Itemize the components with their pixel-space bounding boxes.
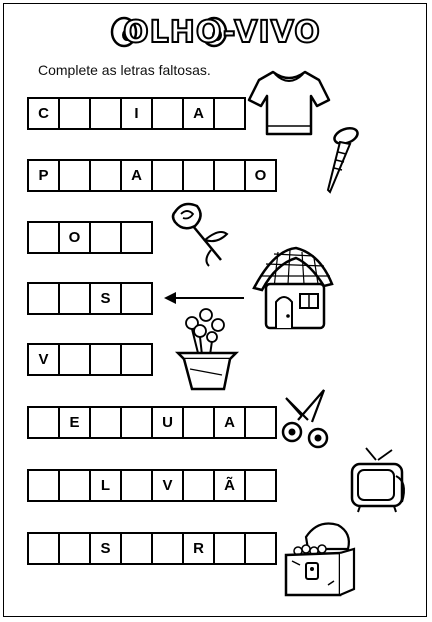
blank-letter-box[interactable] xyxy=(120,406,153,439)
blank-letter-box[interactable] xyxy=(213,159,246,192)
blank-letter-box[interactable] xyxy=(244,406,277,439)
blank-letter-box[interactable] xyxy=(120,469,153,502)
letter-box: S xyxy=(89,282,122,315)
blank-letter-box[interactable] xyxy=(58,532,91,565)
letter-box: S xyxy=(89,532,122,565)
blank-letter-box[interactable] xyxy=(27,221,60,254)
blank-letter-box[interactable] xyxy=(27,406,60,439)
letter-box: A xyxy=(213,406,246,439)
blank-letter-box[interactable] xyxy=(244,532,277,565)
letter-box: P xyxy=(27,159,60,192)
letter-box: V xyxy=(27,343,60,376)
blank-letter-box[interactable] xyxy=(151,159,184,192)
letter-box: Ã xyxy=(213,469,246,502)
blank-letter-box[interactable] xyxy=(89,97,122,130)
blank-letter-box[interactable] xyxy=(58,282,91,315)
blank-letter-box[interactable] xyxy=(58,343,91,376)
worksheet-title xyxy=(110,8,330,54)
blank-letter-box[interactable] xyxy=(89,406,122,439)
treasure-chest-icon xyxy=(278,515,362,599)
blank-letter-box[interactable] xyxy=(89,221,122,254)
blank-letter-box[interactable] xyxy=(244,469,277,502)
letter-row xyxy=(27,221,153,254)
blank-letter-box[interactable] xyxy=(58,97,91,130)
house-icon xyxy=(244,244,338,334)
blank-letter-box[interactable] xyxy=(213,97,246,130)
letter-box: C xyxy=(27,97,60,130)
letter-row xyxy=(27,406,277,439)
blank-letter-box[interactable] xyxy=(120,532,153,565)
blank-letter-box[interactable] xyxy=(182,406,215,439)
instruction-text: Complete as letras faltosas. xyxy=(38,62,211,78)
title-text: OLHO-VIVO xyxy=(123,15,321,50)
scissors-icon xyxy=(278,386,334,450)
blank-letter-box[interactable] xyxy=(120,221,153,254)
television-icon xyxy=(346,446,412,516)
blank-letter-box[interactable] xyxy=(27,469,60,502)
letter-box: O xyxy=(244,159,277,192)
letter-row xyxy=(27,282,153,315)
blank-letter-box[interactable] xyxy=(151,532,184,565)
letter-box: V xyxy=(151,469,184,502)
letter-box: A xyxy=(182,97,215,130)
blank-letter-box[interactable] xyxy=(58,469,91,502)
letter-box: E xyxy=(58,406,91,439)
letter-row xyxy=(27,532,277,565)
letter-box: I xyxy=(120,97,153,130)
letter-box: L xyxy=(89,469,122,502)
blank-letter-box[interactable] xyxy=(213,532,246,565)
blank-letter-box[interactable] xyxy=(182,469,215,502)
letter-row xyxy=(27,97,246,130)
blank-letter-box[interactable] xyxy=(89,159,122,192)
blank-letter-box[interactable] xyxy=(58,159,91,192)
letter-box: O xyxy=(58,221,91,254)
letter-box: R xyxy=(182,532,215,565)
blank-letter-box[interactable] xyxy=(89,343,122,376)
blank-letter-box[interactable] xyxy=(120,343,153,376)
letter-box: A xyxy=(120,159,153,192)
blank-letter-box[interactable] xyxy=(120,282,153,315)
letter-row xyxy=(27,469,277,502)
letter-row xyxy=(27,343,153,376)
rose-icon xyxy=(165,198,233,270)
flower-pot-icon xyxy=(172,305,242,393)
blank-letter-box[interactable] xyxy=(182,159,215,192)
blank-letter-box[interactable] xyxy=(27,282,60,315)
letter-row xyxy=(27,159,277,192)
blank-letter-box[interactable] xyxy=(27,532,60,565)
nail-icon xyxy=(318,126,362,196)
letter-box: U xyxy=(151,406,184,439)
blank-letter-box[interactable] xyxy=(151,97,184,130)
